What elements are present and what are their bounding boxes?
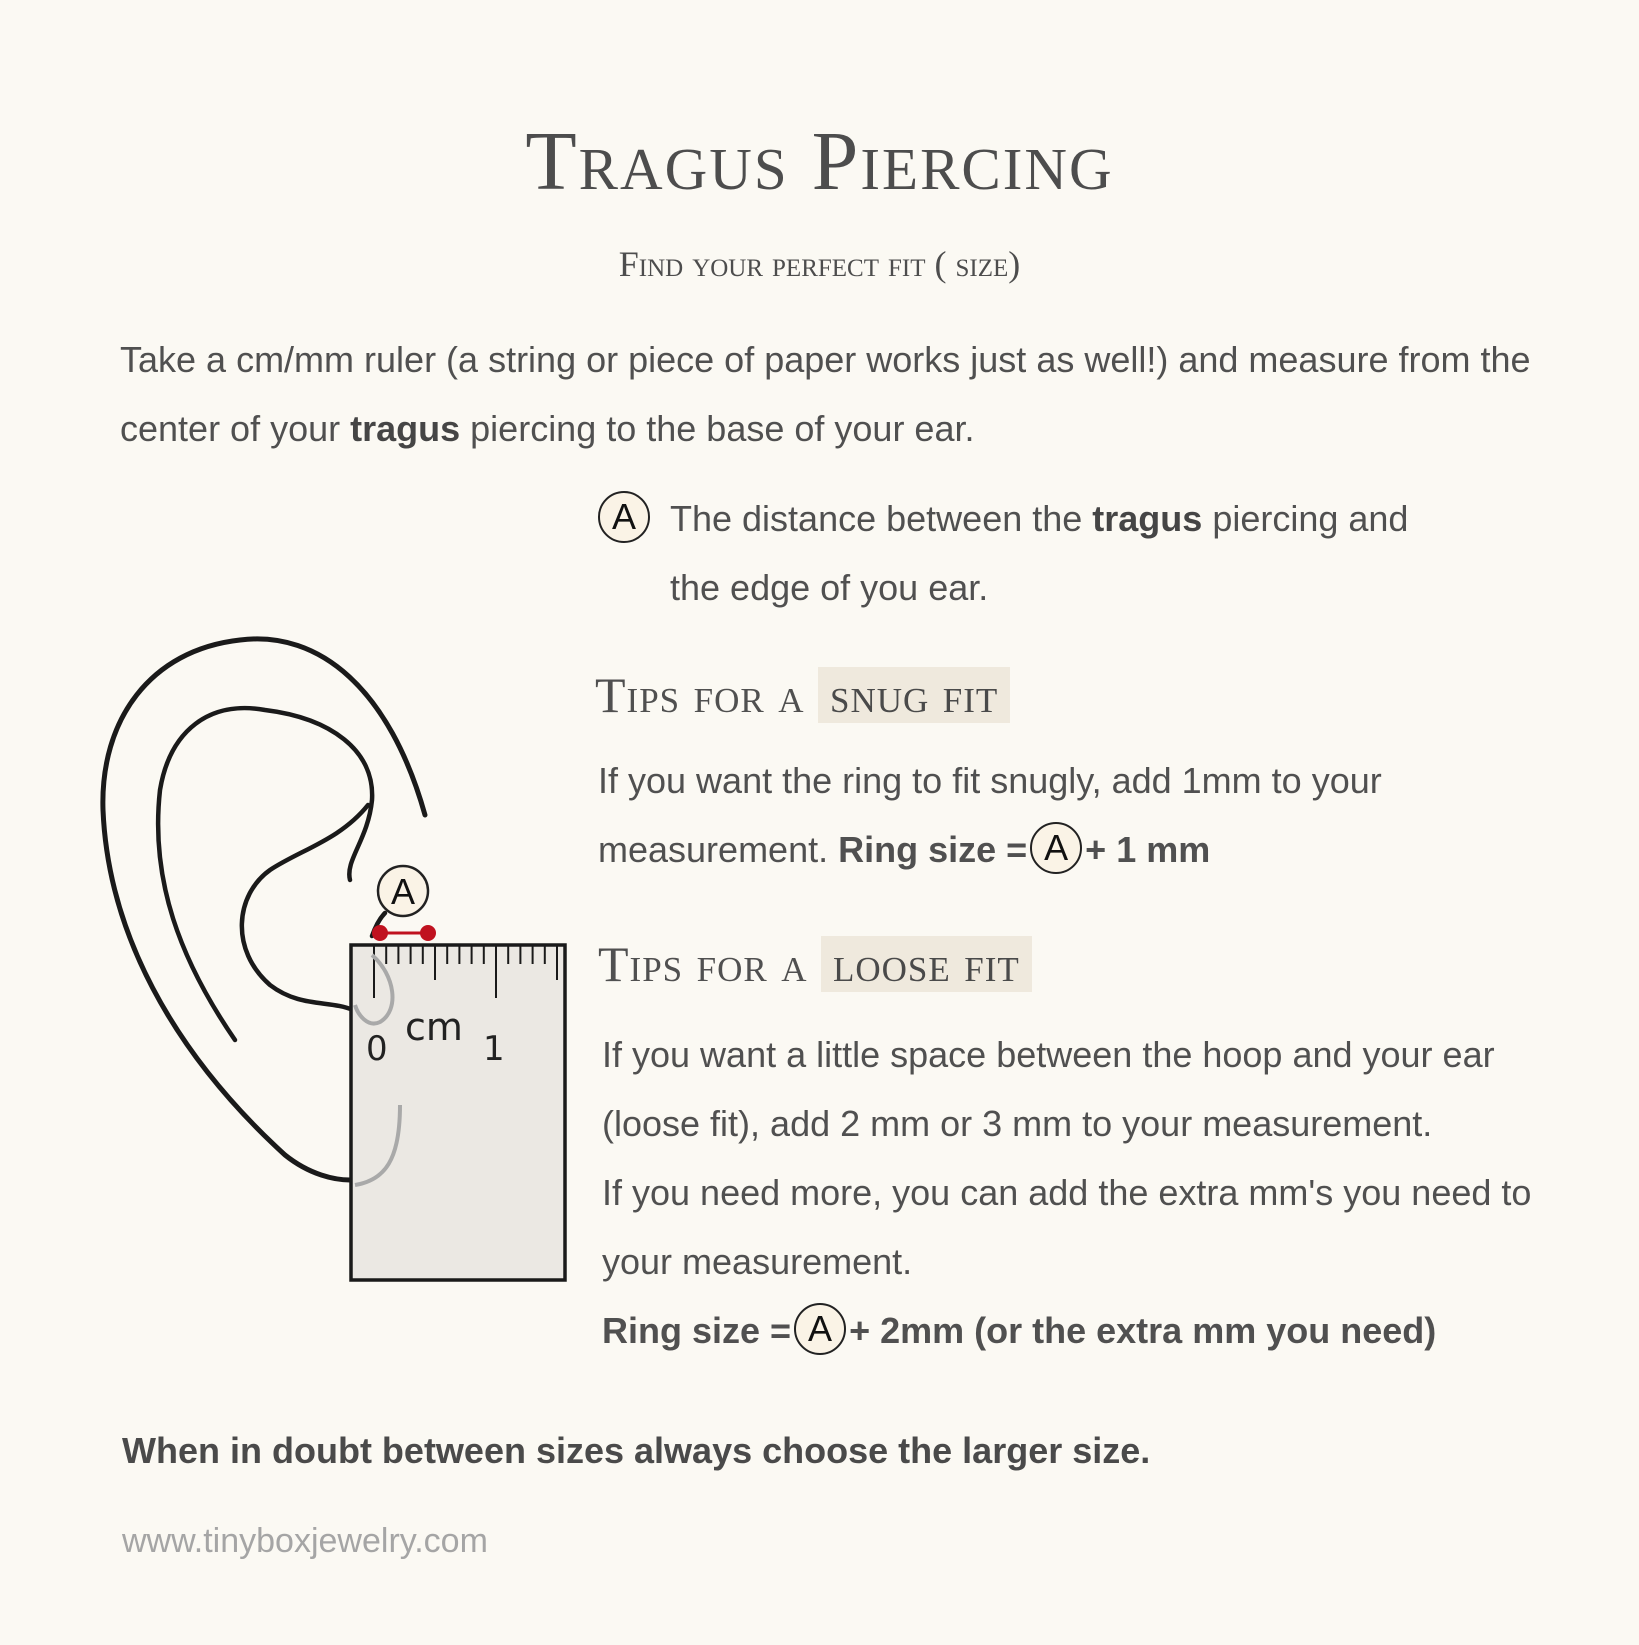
definition-text-1: The distance between the	[670, 498, 1093, 539]
loose-fit-heading-highlight: loose fit	[821, 936, 1032, 992]
snug-formula-label: Ring size =	[838, 829, 1028, 870]
badge-a-definition	[595, 484, 653, 553]
intro-text-1: Take a cm/mm ruler (a string or piece of paper works just as well!) and measure from the center of your	[120, 339, 1531, 449]
intro-paragraph	[120, 325, 1540, 463]
ruler-unit-label: cm	[405, 1005, 463, 1049]
loose-fit-heading	[598, 925, 1032, 1003]
snug-fit-heading-prefix: Tips for a	[595, 667, 805, 723]
intro-text-2: piercing to the base of your ear.	[460, 408, 975, 449]
loose-formula-suffix: + 2mm (or the extra mm you need)	[849, 1310, 1437, 1351]
snug-fit-description: If you want the ring to fit snugly, add 1mm to your measurement.	[598, 760, 1382, 870]
loose-fit-description-1: If you want a little space between the hoop and your ear (loose fit), add 2 mm or 3 mm to your measurement.	[602, 1034, 1495, 1144]
loose-fit-heading-prefix: Tips for a	[598, 936, 808, 992]
loose-fit-description-2: If you need more, you can add the extra mm's you need to your measurement.	[602, 1172, 1532, 1282]
loose-formula-label: Ring size =	[602, 1310, 792, 1351]
badge-a-loose: A	[794, 1303, 846, 1355]
definition-bold-term: tragus	[1092, 498, 1203, 539]
loose-formula	[602, 1296, 1532, 1365]
measurement-dot-right	[420, 925, 436, 941]
badge-a-snug: A	[1030, 822, 1082, 874]
ear-concha-curve	[242, 805, 368, 1010]
ruler-body	[351, 945, 565, 1280]
snug-fit-heading	[595, 656, 1010, 734]
page-subtitle: Find your perfect fit ( size)	[618, 244, 1021, 284]
snug-fit-heading-highlight: snug fit	[818, 667, 1010, 723]
badge-a: A	[598, 491, 650, 543]
ruler-label-0: 0	[366, 1029, 388, 1069]
measurement-dot-left	[372, 925, 388, 941]
badge-a-diagram-letter: A	[390, 871, 416, 912]
snug-formula-suffix: + 1 mm	[1085, 829, 1211, 870]
website-url: www.tinyboxjewelry.com	[122, 1522, 488, 1560]
definition-text	[670, 484, 1430, 622]
snug-fit-text	[598, 746, 1438, 884]
ruler-label-1: 1	[483, 1029, 505, 1069]
page-title: Tragus Piercing	[525, 115, 1114, 208]
definition-text-2: piercing and the edge of you ear.	[670, 498, 1409, 608]
size-warning: When in doubt between sizes always choose the larger size.	[122, 1430, 1151, 1471]
intro-bold-term: tragus	[350, 408, 461, 449]
ear-ruler-illustration	[90, 620, 590, 1300]
loose-fit-text	[602, 1020, 1532, 1365]
